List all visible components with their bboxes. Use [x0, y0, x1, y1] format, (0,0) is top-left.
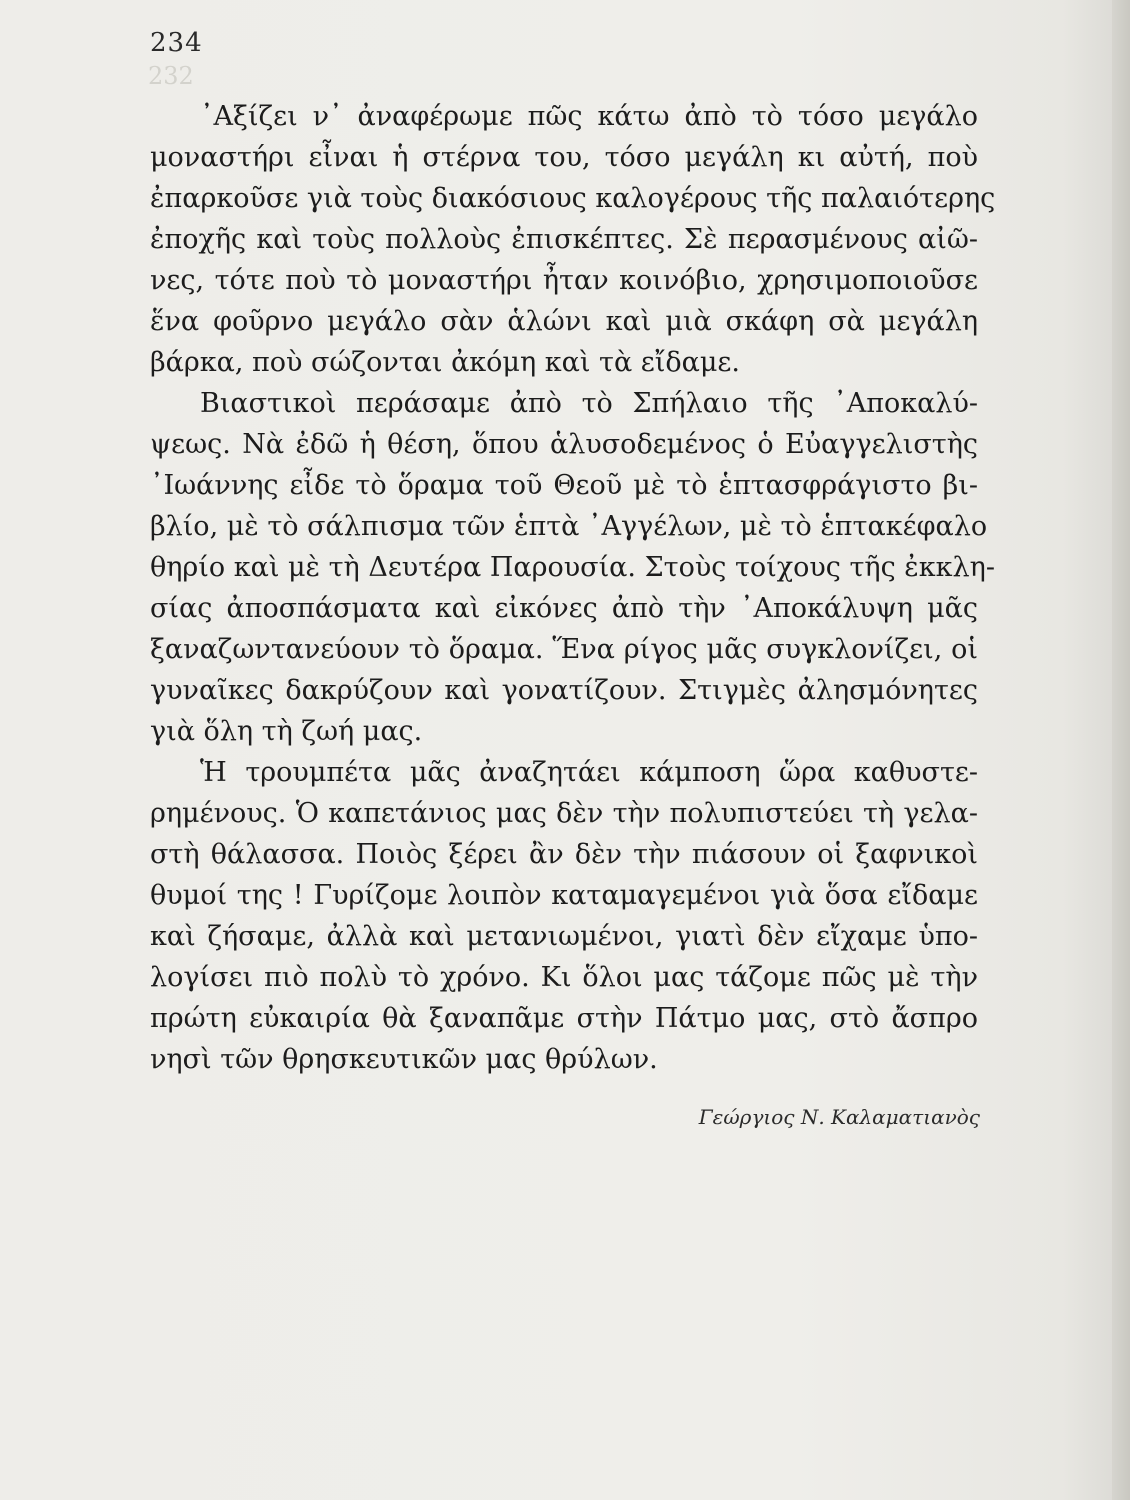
- text-line: πρώτη εὐκαιρία θὰ ξαναπᾶμε στὴν Πάτμο μας, στὸ ἄσπρο: [150, 1003, 978, 1034]
- text-line: ᾿Αξίζει ν᾿ ἀναφέρωμε πῶς κάτω ἀπὸ τὸ τόσο μεγάλο: [200, 101, 978, 132]
- text-line: θυμοί της ! Γυρίζομε λοιπὸν καταμαγεμένοι γιὰ ὅσα εἴδαμε: [150, 880, 978, 911]
- paragraph-1: [150, 96, 996, 383]
- text-line: νησὶ τῶν θρησκευτικῶν μας θρύλων.: [150, 1044, 658, 1075]
- text-line: θηρίο καὶ μὲ τὴ Δευτέρα Παρουσία. Στοὺς τοίχους τῆς ἐκκλη-: [150, 552, 995, 583]
- paragraph-3: [150, 752, 978, 1080]
- text-line: ἕνα φοῦρνο μεγάλο σὰν ἁλώνι καὶ μιὰ σκάφη σὰ μεγάλη: [150, 306, 978, 337]
- page-number: 234: [150, 28, 203, 58]
- text-line: ξαναζωντανεύουν τὸ ὅραμα. Ἕνα ρίγος μᾶς συγκλονίζει, οἱ: [150, 634, 978, 665]
- text-line: μοναστήρι εἶναι ἡ στέρνα του, τόσο μεγάλη κι αὐτή, ποὺ: [150, 142, 978, 173]
- text-line: ψεως. Νὰ ἐδῶ ἡ θέση, ὅπου ἁλυσοδεμένος ὁ Εὐαγγελιστὴς: [150, 429, 978, 460]
- text-line: βλίο, μὲ τὸ σάλπισμα τῶν ἑπτὰ ᾿Αγγέλων, μὲ τὸ ἑπτακέφαλο: [150, 511, 988, 542]
- text-line: γιὰ ὅλη τὴ ζωή μας.: [150, 716, 423, 747]
- text-line: βάρκα, ποὺ σώζονται ἀκόμη καὶ τὰ εἴδαμε.: [150, 347, 740, 378]
- ghost-page-number: 232: [148, 62, 194, 90]
- text-line: λογίσει πιὸ πολὺ τὸ χρόνο. Κι ὅλοι μας τάζομε πῶς μὲ τὴν: [150, 962, 978, 993]
- text-line: ρημένους. Ὁ καπετάνιος μας δὲν τὴν πολυπιστεύει τὴ γελα-: [150, 798, 978, 829]
- text-line: καὶ ζήσαμε, ἀλλὰ καὶ μετανιωμένοι, γιατὶ δὲν εἴχαμε ὑπο-: [150, 921, 978, 952]
- text-line: νες, τότε ποὺ τὸ μοναστήρι ἦταν κοινόβιο, χρησιμοποιοῦσε: [150, 265, 978, 296]
- text-line: Ἡ τρουμπέτα μᾶς ἀναζητάει κάμποση ὥρα καθυστε-: [200, 757, 978, 788]
- text-line: Βιαστικοὶ περάσαμε ἀπὸ τὸ Σπήλαιο τῆς ᾿Αποκαλύ-: [200, 388, 978, 419]
- text-line: στὴ θάλασσα. Ποιὸς ξέρει ἂν δὲν τὴν πιάσουν οἱ ξαφνικοὶ: [150, 839, 978, 870]
- text-line: ἐποχῆς καὶ τοὺς πολλοὺς ἐπισκέπτες. Σὲ περασμένους αἰῶ-: [150, 224, 978, 255]
- text-line: σίας ἀποσπάσματα καὶ εἰκόνες ἀπὸ τὴν ᾿Αποκάλυψη μᾶς: [150, 593, 978, 624]
- paragraph-2: [150, 383, 995, 752]
- text-line: γυναῖκες δακρύζουν καὶ γονατίζουν. Στιγμὲς ἀλησμόνητες: [150, 675, 978, 706]
- main-text: [150, 96, 996, 1080]
- text-line: ᾿Ιωάννης εἶδε τὸ ὅραμα τοῦ Θεοῦ μὲ τὸ ἑπτασφράγιστο βι-: [150, 470, 978, 501]
- page-edge: [1112, 0, 1130, 1500]
- text-line: ἐπαρκοῦσε γιὰ τοὺς διακόσιους καλογέρους τῆς παλαιότερης: [150, 183, 996, 214]
- author-signature: Γεώργιος Ν. Καλαματιανὸς: [698, 1105, 980, 1129]
